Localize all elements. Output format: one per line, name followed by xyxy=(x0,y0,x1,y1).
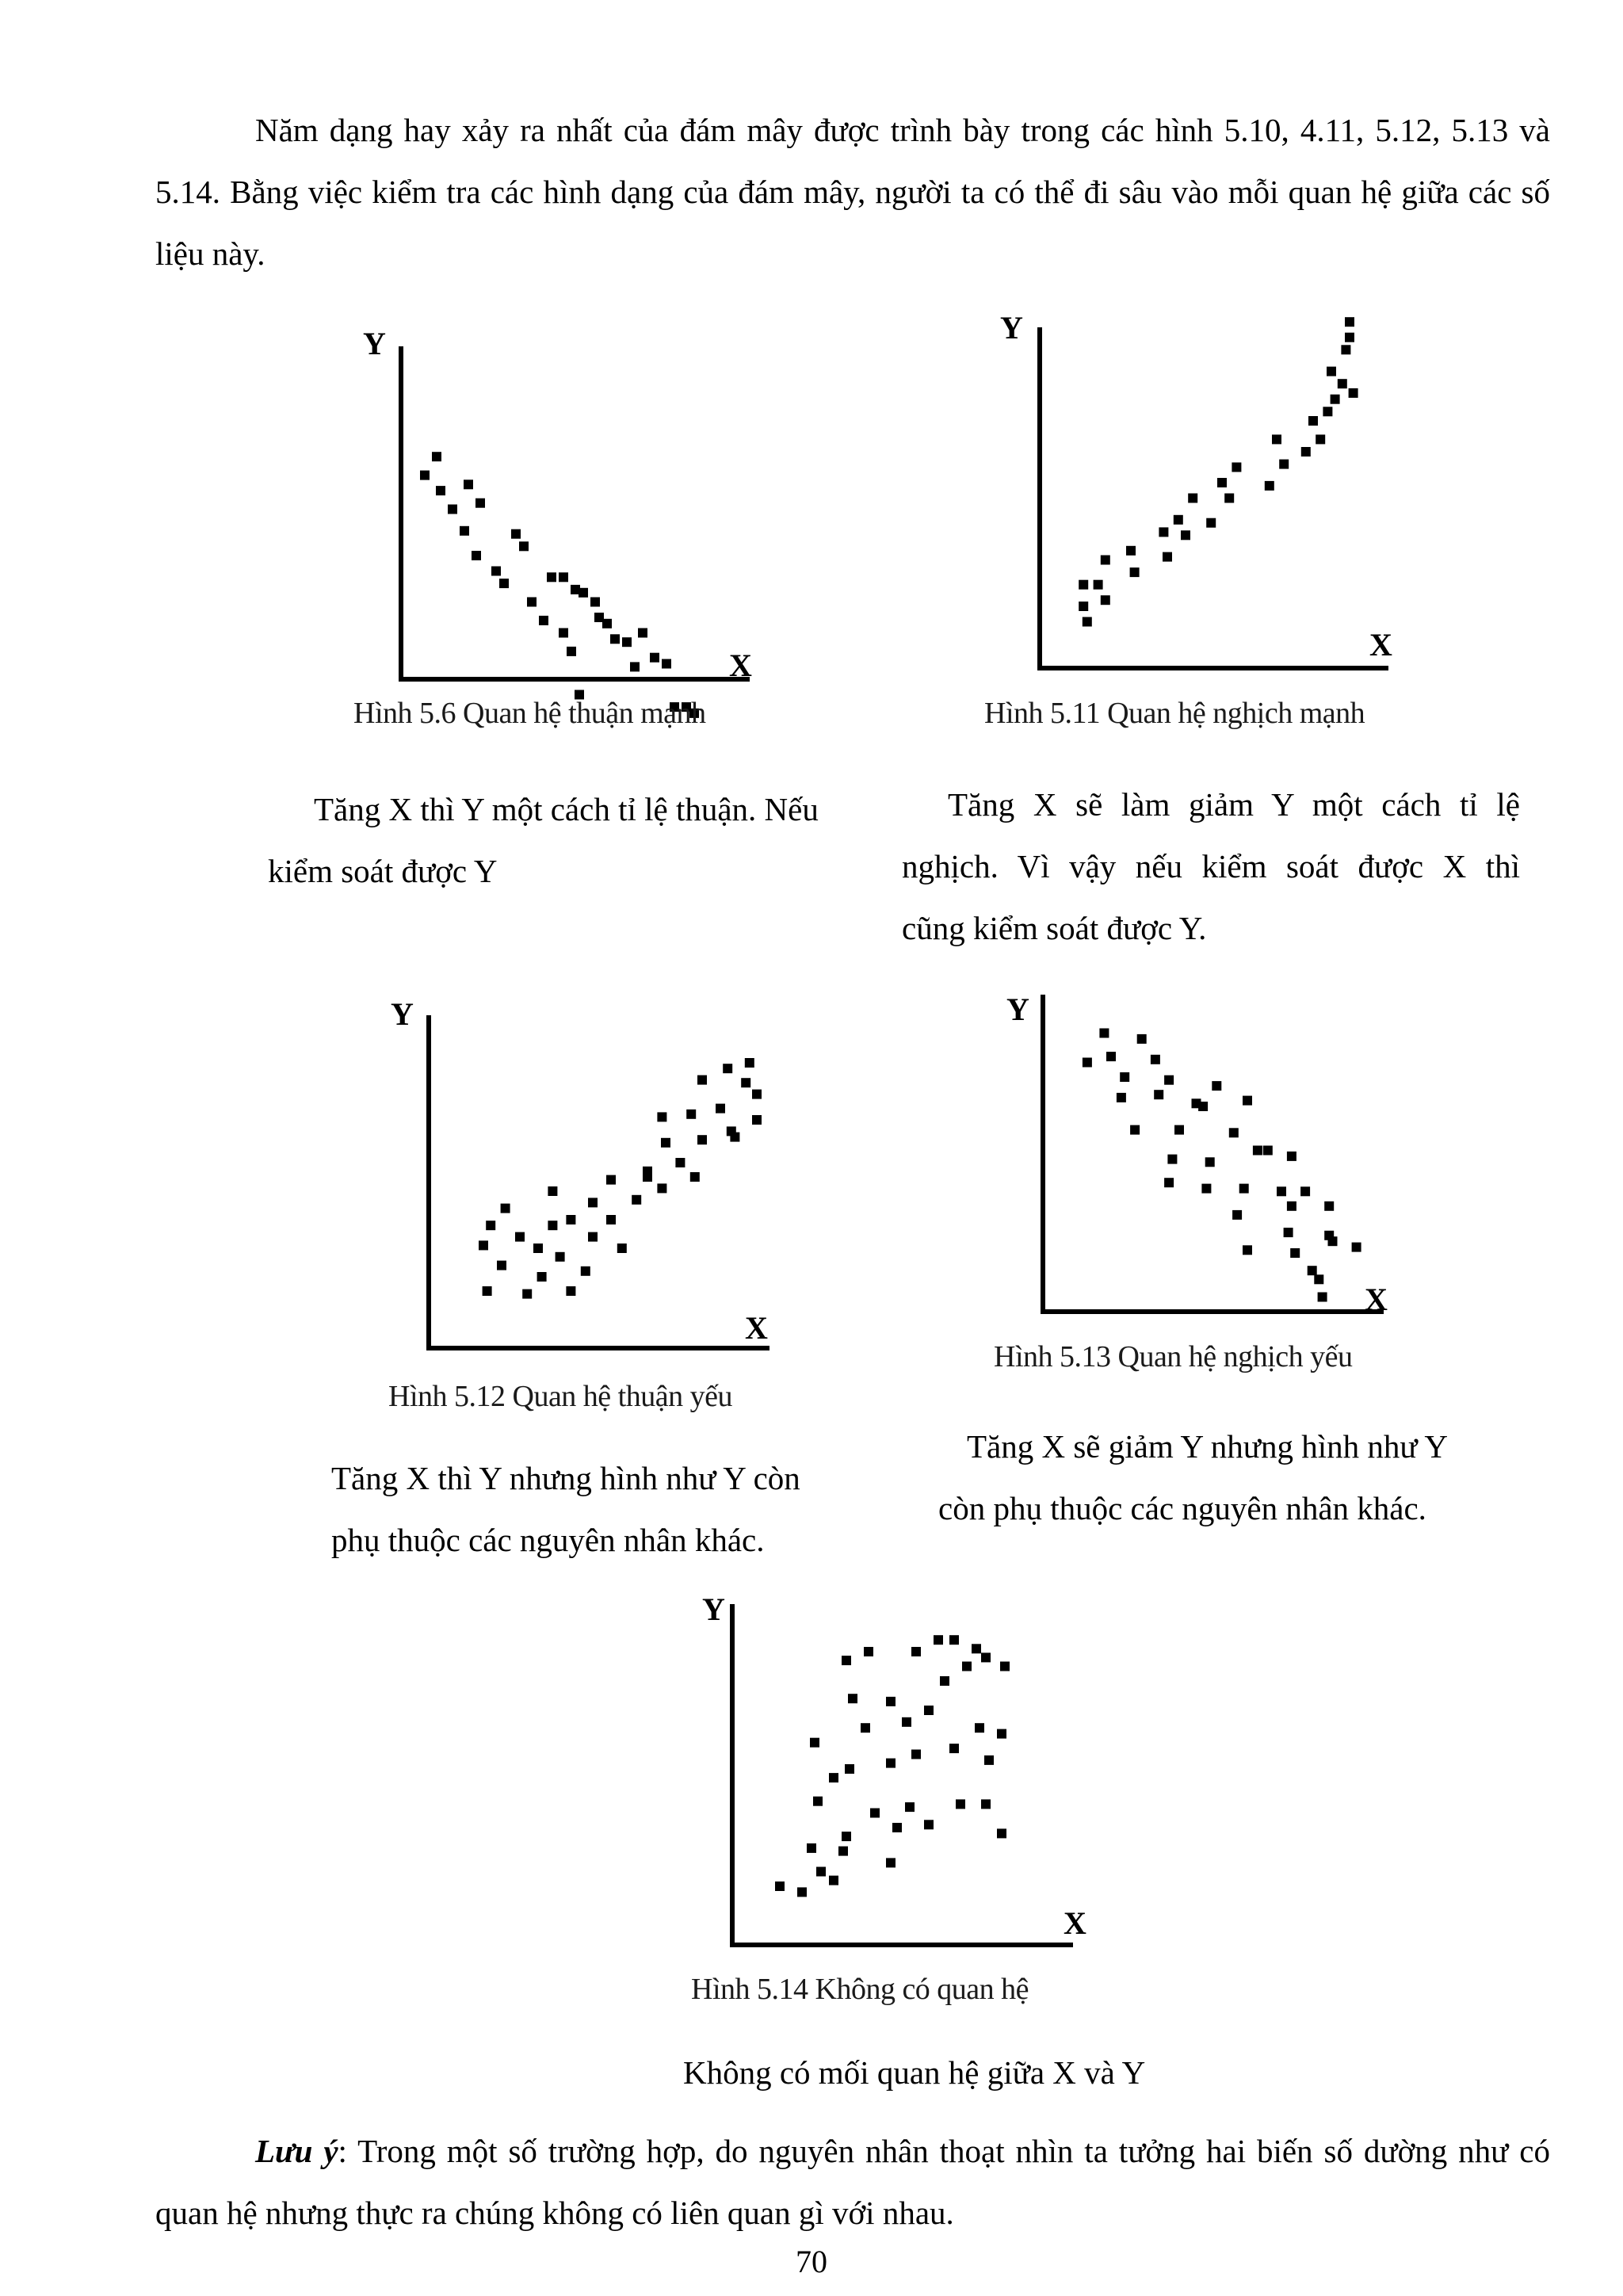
scatter-point xyxy=(499,579,509,588)
scatter-point xyxy=(539,616,548,625)
scatter-point xyxy=(519,541,529,551)
scatter-point xyxy=(861,1723,870,1733)
scatter-point xyxy=(1224,494,1234,503)
scatter-point xyxy=(962,1662,972,1671)
x-axis-label: X xyxy=(729,648,752,683)
scatter-point xyxy=(716,1104,725,1114)
scatter-point xyxy=(657,1183,666,1193)
scatter-point xyxy=(810,1738,819,1748)
scatter-point xyxy=(981,1652,991,1662)
figure-description-5-12 xyxy=(331,1447,902,1571)
scatter-point xyxy=(464,479,473,489)
scatter-point xyxy=(1167,1155,1177,1164)
scatter-point xyxy=(1164,1178,1174,1187)
scatter-point xyxy=(566,1286,575,1296)
scatter-point xyxy=(723,1064,732,1073)
scatter-point xyxy=(522,1289,532,1299)
scatter-point xyxy=(949,1744,959,1753)
scatter-point xyxy=(1198,1102,1208,1111)
scatter-point xyxy=(997,1828,1006,1838)
scatter-point xyxy=(1331,395,1340,404)
scatter-point xyxy=(1318,1293,1327,1302)
scatter-point xyxy=(1287,1152,1296,1161)
note-text: : Trong một số trường hợp, do nguyên nhân thoạt nhìn ta tưởng hai biến số dường như có quan hệ nhưng thực ra chúng không có liên quan gì với nhau. xyxy=(155,2133,1551,2231)
scatter-point xyxy=(886,1697,896,1706)
scatter-point xyxy=(1206,518,1216,528)
scatter-point xyxy=(870,1809,880,1818)
figure-caption-5-6: Hình 5.6 Quan hệ thuận mạnh xyxy=(353,697,706,730)
scatter-point xyxy=(1324,1201,1334,1211)
scatter-plot-5-13 xyxy=(999,991,1411,1328)
scatter-point xyxy=(924,1706,934,1715)
scatter-point xyxy=(1272,434,1281,444)
desc-line: Không có mối quan hệ giữa X và Y xyxy=(683,2054,1146,2091)
scatter-point xyxy=(491,567,501,576)
scatter-point xyxy=(1308,1266,1317,1275)
x-axis-label: X xyxy=(745,1310,768,1346)
scatter-point xyxy=(745,1058,754,1068)
y-axis-label: Y xyxy=(1006,991,1029,1027)
scatter-point xyxy=(602,619,612,628)
scatter-point xyxy=(886,1858,896,1867)
figure-description-5-6 xyxy=(268,778,886,902)
scatter-point xyxy=(911,1647,921,1656)
scatter-point xyxy=(1327,367,1336,376)
scatter-point xyxy=(1151,1055,1160,1064)
scatter-point xyxy=(501,1204,510,1213)
scatter-point xyxy=(1232,1210,1242,1220)
figure-caption-5-12: Hình 5.12 Quan hệ thuận yếu xyxy=(388,1380,732,1413)
scatter-point xyxy=(632,1195,641,1205)
scatter-point xyxy=(829,1876,838,1885)
scatter-point xyxy=(548,1221,557,1230)
scatter-point xyxy=(650,653,659,663)
scatter-point xyxy=(1130,1125,1140,1135)
scatter-point xyxy=(1345,317,1354,327)
desc-line: nghịch. Vì vậy nếu kiểm soát được X thì xyxy=(902,848,1520,884)
desc-line: cũng kiểm soát được Y. xyxy=(902,910,1207,946)
scatter-point xyxy=(1106,1052,1116,1061)
scatter-point xyxy=(1263,1146,1273,1156)
desc-line: Tăng X sẽ làm giảm Y một cách tỉ lệ xyxy=(948,786,1520,823)
scatter-point xyxy=(537,1272,547,1282)
scatter-point xyxy=(1316,434,1325,444)
intro-paragraph: Năm dạng hay xảy ra nhất của đám mây được trình bày trong các hình 5.10, 4.11, 5.12, 5.13 và 5.14. Bằng việc kiểm tra các hình dạng của đám mây, người ta có thể đi sâu vào mỗi quan hệ giữa các số liệu này. xyxy=(155,112,1550,272)
scatter-point xyxy=(1300,1186,1310,1196)
x-axis-label: X xyxy=(1064,1905,1086,1941)
figure-caption-5-11: Hình 5.11 Quan hệ nghịch mạnh xyxy=(984,697,1365,730)
scatter-point xyxy=(527,598,537,607)
scatter-point xyxy=(1205,1157,1215,1167)
scatter-point xyxy=(1301,447,1311,457)
scatter-point xyxy=(1164,1075,1174,1085)
scatter-point xyxy=(511,529,521,539)
scatter-point xyxy=(1279,460,1289,469)
scatter-point xyxy=(1120,1072,1129,1082)
scatter-point xyxy=(807,1843,816,1853)
scatter-point xyxy=(515,1232,525,1242)
scatter-point xyxy=(905,1802,915,1812)
y-axis-label: Y xyxy=(1000,310,1023,346)
scatter-point xyxy=(1212,1081,1221,1091)
figure-description-5-11 xyxy=(902,774,1520,959)
scatter-point xyxy=(617,1244,627,1253)
scatter-point xyxy=(1101,556,1110,565)
scatter-point xyxy=(486,1221,495,1230)
x-axis-label: X xyxy=(1369,627,1392,663)
scatter-point xyxy=(845,1764,854,1774)
figure-caption-5-14: Hình 5.14 Không có quan hệ xyxy=(691,1973,1029,2006)
scatter-point xyxy=(661,1138,670,1148)
scatter-point xyxy=(886,1759,896,1768)
scatter-point xyxy=(1083,1058,1092,1068)
scatter-point xyxy=(590,598,600,607)
note-paragraph xyxy=(155,2120,1550,2244)
scatter-point xyxy=(1101,595,1110,605)
figure-description-5-13 xyxy=(938,1415,1541,1539)
scatter-point xyxy=(606,1175,616,1185)
scatter-point xyxy=(934,1635,943,1645)
scatter-point xyxy=(1188,494,1197,503)
scatter-point xyxy=(864,1647,873,1656)
scatter-point xyxy=(1243,1096,1252,1106)
scatter-point xyxy=(1083,617,1092,627)
scatter-point xyxy=(1284,1228,1293,1237)
scatter-point xyxy=(448,505,457,514)
scatter-point xyxy=(460,526,469,536)
scatter-point xyxy=(972,1644,981,1653)
scatter-point xyxy=(436,486,445,495)
scatter-point xyxy=(1217,478,1227,487)
scatter-point xyxy=(1345,333,1354,342)
scatter-point xyxy=(1338,379,1347,388)
scatter-point xyxy=(1174,515,1183,525)
scatter-point xyxy=(432,452,441,461)
scatter-point xyxy=(949,1635,959,1645)
scatter-point xyxy=(975,1723,984,1733)
scatter-point xyxy=(1341,345,1350,354)
scatter-point xyxy=(1239,1184,1249,1194)
scatter-point xyxy=(752,1090,762,1099)
scatter-point xyxy=(984,1755,994,1765)
scatter-point xyxy=(848,1694,857,1703)
scatter-point xyxy=(816,1867,826,1877)
scatter-point xyxy=(472,551,481,560)
scatter-point xyxy=(1079,580,1088,590)
scatter-point xyxy=(533,1244,543,1253)
scatter-point xyxy=(1328,1236,1338,1246)
scatter-point xyxy=(420,471,430,480)
scatter-point xyxy=(1117,1093,1126,1102)
scatter-point xyxy=(892,1823,902,1832)
scatter-point xyxy=(657,1112,666,1121)
scatter-point xyxy=(1253,1146,1262,1156)
scatter-point xyxy=(610,634,620,644)
y-axis-label: Y xyxy=(363,326,386,361)
scatter-point xyxy=(662,659,671,669)
desc-line: Tăng X sẽ giảm Y nhưng hình như Y xyxy=(967,1428,1448,1465)
scatter-point xyxy=(559,572,568,582)
scatter-point xyxy=(479,1240,488,1250)
scatter-point xyxy=(559,628,568,638)
scatter-point xyxy=(842,1832,851,1841)
desc-line: Tăng X thì Y nhưng hình như Y còn xyxy=(331,1460,800,1496)
scatter-point xyxy=(1352,1243,1361,1252)
scatter-point xyxy=(1099,1029,1109,1038)
scatter-point xyxy=(556,1252,565,1262)
scatter-point xyxy=(1287,1201,1296,1211)
scatter-point xyxy=(690,1172,700,1182)
note-label: Lưu ý xyxy=(255,2133,338,2169)
scatter-point xyxy=(622,637,632,647)
scatter-point xyxy=(797,1887,807,1897)
scatter-point xyxy=(752,1115,762,1125)
scatter-plot-5-14 xyxy=(697,1593,1109,1958)
scatter-point xyxy=(686,1110,696,1119)
desc-line: phụ thuộc các nguyên nhân khác. xyxy=(331,1522,765,1558)
scatter-point xyxy=(775,1881,785,1891)
scatter-point xyxy=(1130,567,1140,577)
scatter-point xyxy=(571,585,580,594)
scatter-point xyxy=(1000,1662,1010,1671)
scatter-plot-5-12 xyxy=(376,995,804,1367)
y-axis-label: Y xyxy=(702,1591,725,1627)
scatter-point xyxy=(497,1261,506,1270)
scatter-point xyxy=(1349,388,1358,398)
scatter-point xyxy=(638,628,647,638)
scatter-point xyxy=(606,1215,616,1224)
scatter-point xyxy=(588,1232,598,1242)
scatter-point xyxy=(1243,1245,1252,1255)
scatter-point xyxy=(1079,602,1088,611)
scatter-point xyxy=(697,1075,707,1085)
scatter-point xyxy=(1323,407,1332,416)
scatter-point xyxy=(483,1286,492,1296)
scatter-point xyxy=(727,1126,736,1136)
scatter-point xyxy=(1126,546,1136,556)
scatter-point xyxy=(940,1676,949,1686)
scatter-point xyxy=(981,1799,991,1809)
scatter-point xyxy=(1094,580,1103,590)
scatter-point xyxy=(1154,1090,1163,1099)
figure-caption-5-13: Hình 5.13 Quan hệ nghịch yếu xyxy=(994,1340,1353,1373)
scatter-point xyxy=(829,1773,838,1782)
scatter-point xyxy=(547,572,556,582)
scatter-point xyxy=(1290,1248,1300,1258)
scatter-point xyxy=(1265,481,1274,491)
scatter-point xyxy=(813,1797,823,1806)
scatter-plot-5-11 xyxy=(991,310,1419,678)
scatter-point xyxy=(1137,1034,1147,1044)
scatter-point xyxy=(956,1799,965,1809)
scatter-point xyxy=(475,499,485,508)
scatter-point xyxy=(1181,530,1190,540)
y-axis-label: Y xyxy=(391,996,414,1032)
scatter-point xyxy=(1277,1186,1286,1196)
scatter-point xyxy=(588,1198,598,1207)
scatter-point xyxy=(911,1750,921,1759)
scatter-point xyxy=(1229,1128,1239,1137)
scatter-point xyxy=(1201,1184,1211,1194)
scatter-point xyxy=(581,1266,590,1276)
desc-line: kiểm soát được Y xyxy=(268,853,498,889)
scatter-point xyxy=(1308,416,1318,426)
scatter-point xyxy=(548,1186,557,1196)
scatter-point xyxy=(1163,552,1172,562)
figure-description-5-14 xyxy=(683,2042,1317,2103)
desc-line: còn phụ thuộc các nguyên nhân khác. xyxy=(938,1490,1426,1526)
scatter-point xyxy=(1159,527,1168,537)
scatter-point xyxy=(1314,1274,1323,1284)
x-axis-label: X xyxy=(1365,1282,1388,1317)
scatter-point xyxy=(997,1729,1006,1739)
scatter-point xyxy=(675,1158,685,1167)
scatter-plot-5-6 xyxy=(349,321,777,686)
scatter-point xyxy=(924,1820,934,1829)
scatter-point xyxy=(630,662,640,671)
page-number: 70 xyxy=(796,2244,827,2279)
scatter-point xyxy=(643,1167,652,1176)
scatter-point xyxy=(697,1135,707,1144)
scatter-point xyxy=(842,1656,851,1665)
scatter-point xyxy=(902,1717,911,1727)
desc-line: Tăng X thì Y một cách tỉ lệ thuận. Nếu xyxy=(314,791,819,827)
scatter-point xyxy=(567,647,576,656)
scatter-point xyxy=(838,1847,848,1856)
scatter-point xyxy=(566,1215,575,1224)
scatter-point xyxy=(1232,463,1241,472)
scatter-point xyxy=(741,1078,750,1087)
scatter-point xyxy=(1174,1125,1184,1135)
